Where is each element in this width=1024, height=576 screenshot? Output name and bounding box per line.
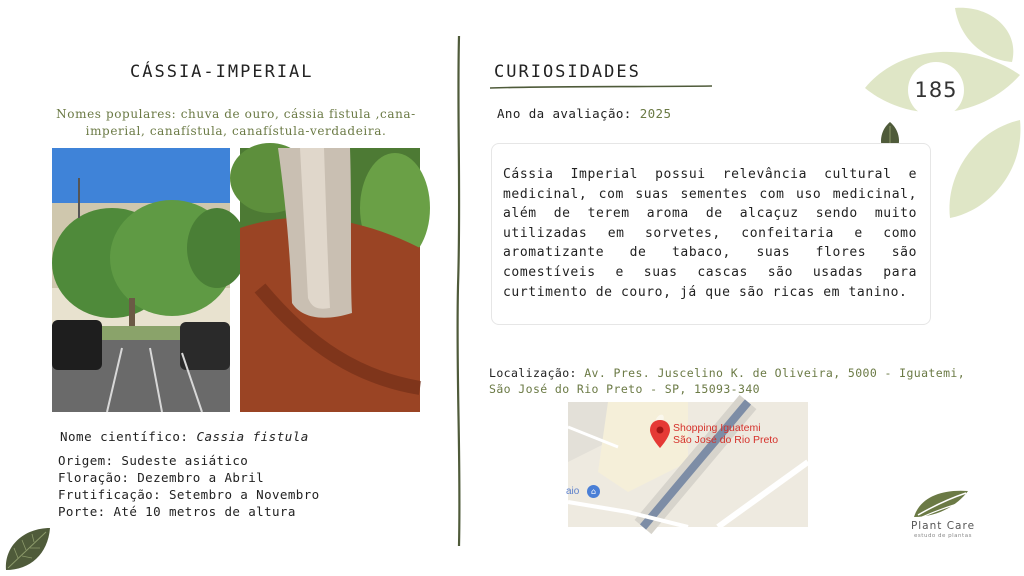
- facts-list: [58, 452, 320, 520]
- location-map[interactable]: [568, 402, 808, 527]
- evaluation-year: [497, 106, 671, 121]
- map-pin-icon: [650, 420, 670, 448]
- location: [489, 366, 979, 397]
- tree-photo: [52, 148, 230, 412]
- popular-names-value: chuva de ouro, cássia fistula ,cana-imperial, canafístula, canafístula-verdadeira.: [85, 107, 416, 138]
- popular-names: [46, 106, 426, 140]
- badge-number: 185: [914, 78, 958, 102]
- fact-flowering: Floração: Dezembro a Abril: [58, 470, 265, 485]
- number-badge: [908, 62, 964, 118]
- map-place-line1: Shopping Iguatemi: [673, 422, 761, 434]
- leaf-decoration-bottom-left: [2, 526, 52, 572]
- map-place-label: [673, 422, 778, 446]
- vertical-divider: [455, 36, 463, 546]
- curiosity-box: [491, 143, 931, 325]
- fact-origin: Origem: Sudeste asiático: [58, 453, 249, 468]
- trunk-photo: [240, 148, 420, 412]
- curiosity-text: Cássia Imperial possui relevância cultural e medicinal, com suas sementes com uso medicinal, além de terem aroma de alcaçuz sendo muito utilizadas em sorvetes, confeitaria e como aromatizante de tabaco, suas flores são comestíveis e suas cascas são usadas para curtimento de couro, já que são ricas em tanino.: [503, 167, 917, 300]
- location-value: Av. Pres. Juscelino K. de Oliveira, 5000 - Iguatemi, São José do Rio Preto - SP, 15093-340: [489, 366, 966, 396]
- scientific-value: Cassia fistula: [196, 429, 309, 444]
- fact-size: Porte: Até 10 metros de altura: [58, 504, 296, 519]
- species-title: CÁSSIA-IMPERIAL: [130, 62, 314, 82]
- map-side-label: aio: [566, 486, 580, 497]
- logo-tagline: estudo de plantas: [914, 533, 972, 539]
- plant-care-logo-icon: [912, 487, 970, 519]
- logo-name: Plant Care: [910, 520, 976, 532]
- map-place-line2: São José do Rio Preto: [673, 434, 779, 446]
- curiosities-title: CURIOSIDADES: [494, 62, 641, 82]
- title-underline: [490, 84, 712, 90]
- year-label: Ano da avaliação:: [497, 106, 632, 121]
- year-value: 2025: [639, 106, 672, 121]
- location-label: Localização:: [489, 366, 577, 380]
- shopping-bag-icon: ⌂: [587, 485, 600, 498]
- popular-names-label: Nomes populares:: [56, 107, 177, 121]
- scientific-name: [60, 429, 309, 444]
- scientific-label: Nome científico:: [60, 429, 189, 444]
- fact-fruiting: Frutificação: Setembro a Novembro: [58, 487, 320, 502]
